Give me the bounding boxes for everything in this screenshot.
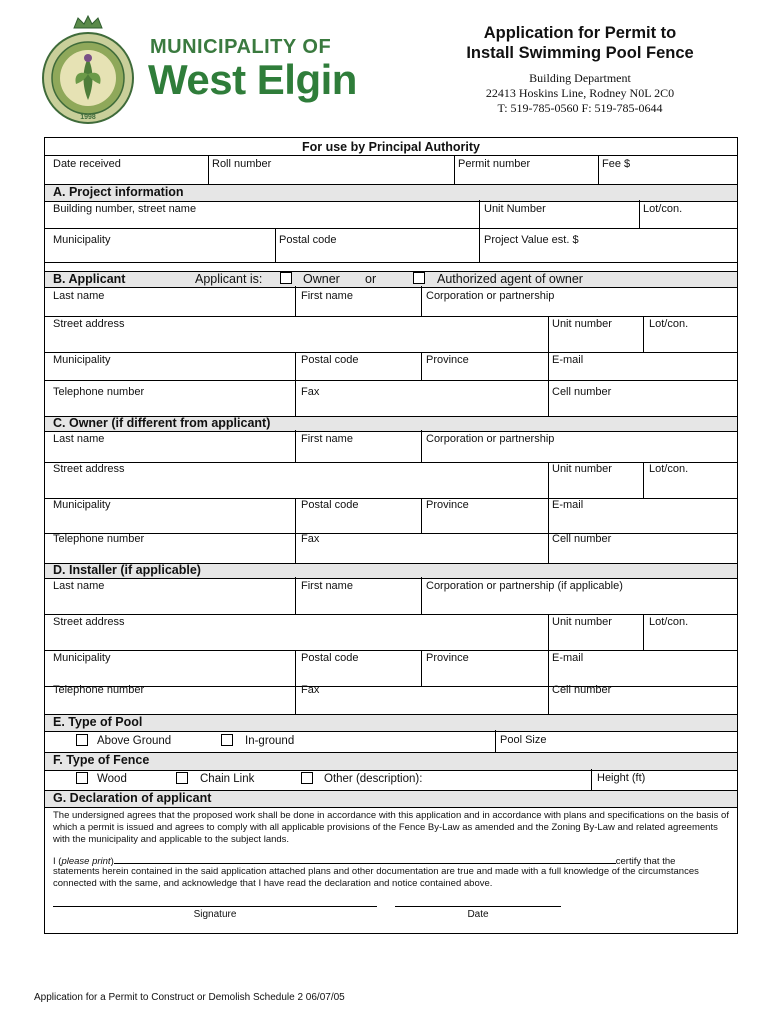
project-value-field[interactable]: Project Value est. $ (484, 234, 579, 246)
owner-lot-field[interactable]: Lot/con. (649, 463, 689, 475)
section-a-header: A. Project information (45, 184, 737, 202)
section-d-header: D. Installer (if applicable) (45, 563, 737, 579)
owner-corp-field[interactable]: Corporation or partnership (426, 433, 555, 445)
project-municipality-field[interactable]: Municipality (53, 234, 111, 246)
installer-street-field[interactable]: Street address (53, 616, 125, 628)
installer-last-name-field[interactable]: Last name (53, 580, 105, 592)
owner-unit-field[interactable]: Unit number (552, 463, 612, 475)
applicant-street-field[interactable]: Street address (53, 318, 125, 330)
applicant-last-name-field[interactable]: Last name (53, 290, 105, 302)
section-f-header: F. Type of Fence (45, 752, 737, 771)
municipality-seal-logo (38, 14, 138, 126)
above-ground-checkbox[interactable] (76, 734, 88, 746)
applicant-is-label: Applicant is: (195, 272, 263, 286)
in-ground-label: In-ground (245, 735, 295, 747)
print-name-input[interactable] (114, 854, 616, 864)
wood-checkbox[interactable] (76, 772, 88, 784)
installer-corp-field[interactable]: Corporation or partnership (if applicable) (426, 580, 623, 592)
owner-municipality-field[interactable]: Municipality (53, 499, 111, 511)
municipality-name: West Elgin (148, 56, 357, 103)
declaration-paragraph: The undersigned agrees that the proposed work shall be done in accordance with this application and in accordance with plans and specifications on the basis of which a permit is issued and agrees to comply with all applicable provisions of the Fence By-Law as amended and the Zoning By-Law and related agreements with the municipality and applicable to the subject lands. (53, 810, 729, 846)
above-ground-label: Above Ground (97, 735, 172, 747)
department-contact: Building Department 22413 Hoskins Line, Rodney N0L 2C0 T: 519-785-0560 F: 519-785-0644 (485, 71, 675, 115)
agent-checkbox[interactable] (413, 272, 425, 284)
applicant-postal-field[interactable]: Postal code (301, 354, 359, 366)
svg-text:1998: 1998 (80, 114, 96, 121)
certify-line: I (please print) certify that the (53, 856, 676, 867)
applicant-email-field[interactable]: E-mail (552, 354, 584, 366)
owner-street-field[interactable]: Street address (53, 463, 125, 475)
installer-telephone-field[interactable]: Telephone number (53, 684, 145, 696)
footer-reference: Application for a Permit to Construct or Demolish Schedule 2 06/07/05 (34, 992, 345, 1003)
signature-label: Signature (193, 909, 237, 920)
applicant-unit-field[interactable]: Unit number (552, 318, 612, 330)
roll-number-field[interactable]: Roll number (212, 158, 272, 170)
owner-last-name-field[interactable]: Last name (53, 433, 105, 445)
wood-label: Wood (97, 773, 127, 785)
installer-lot-field[interactable]: Lot/con. (649, 616, 689, 628)
owner-province-field[interactable]: Province (426, 499, 469, 511)
owner-first-name-field[interactable]: First name (301, 433, 353, 445)
pool-size-field[interactable]: Pool Size (500, 734, 547, 746)
installer-postal-field[interactable]: Postal code (301, 652, 359, 664)
section-g-header: G. Declaration of applicant (45, 790, 737, 808)
applicant-telephone-field[interactable]: Telephone number (53, 386, 145, 398)
fee-field[interactable]: Fee $ (602, 158, 631, 170)
form-title: Application for Permit to Install Swimming Pool Fence (466, 24, 694, 62)
municipality-of-label: MUNICIPALITY OF (150, 36, 332, 58)
installer-municipality-field[interactable]: Municipality (53, 652, 111, 664)
installer-email-field[interactable]: E-mail (552, 652, 584, 664)
applicant-province-field[interactable]: Province (426, 354, 469, 366)
section-c-header: C. Owner (if different from applicant) (45, 416, 737, 432)
permit-form (44, 137, 738, 934)
installer-cell-field[interactable]: Cell number (552, 684, 612, 696)
fence-height-field[interactable]: Height (ft) (597, 772, 646, 784)
project-unit-field[interactable]: Unit Number (484, 203, 546, 215)
section-e-header: E. Type of Pool (45, 714, 737, 732)
section-b-header: B. Applicant (45, 271, 737, 288)
owner-cell-field[interactable]: Cell number (552, 533, 612, 545)
installer-province-field[interactable]: Province (426, 652, 469, 664)
date-label: Date (467, 909, 489, 920)
applicant-corp-field[interactable]: Corporation or partnership (426, 290, 555, 302)
owner-label: Owner (303, 272, 340, 286)
other-fence-checkbox[interactable] (301, 772, 313, 784)
owner-email-field[interactable]: E-mail (552, 499, 584, 511)
building-street-field[interactable]: Building number, street name (53, 203, 197, 215)
installer-first-name-field[interactable]: First name (301, 580, 353, 592)
date-received-field[interactable]: Date received (53, 158, 121, 170)
permit-number-field[interactable]: Permit number (458, 158, 531, 170)
date-line[interactable] (395, 906, 561, 907)
installer-fax-field[interactable]: Fax (301, 684, 320, 696)
signature-line[interactable] (53, 906, 377, 907)
agent-label: Authorized agent of owner (437, 272, 583, 286)
chain-link-label: Chain Link (200, 773, 255, 785)
in-ground-checkbox[interactable] (221, 734, 233, 746)
installer-unit-field[interactable]: Unit number (552, 616, 612, 628)
owner-fax-field[interactable]: Fax (301, 533, 320, 545)
other-fence-description-field[interactable]: Other (description): (324, 773, 423, 785)
applicant-fax-field[interactable]: Fax (301, 386, 320, 398)
project-postal-field[interactable]: Postal code (279, 234, 337, 246)
project-lot-field[interactable]: Lot/con. (643, 203, 683, 215)
chain-link-checkbox[interactable] (176, 772, 188, 784)
owner-telephone-field[interactable]: Telephone number (53, 533, 145, 545)
owner-checkbox[interactable] (280, 272, 292, 284)
applicant-municipality-field[interactable]: Municipality (53, 354, 111, 366)
applicant-lot-field[interactable]: Lot/con. (649, 318, 689, 330)
applicant-first-name-field[interactable]: First name (301, 290, 353, 302)
owner-postal-field[interactable]: Postal code (301, 499, 359, 511)
authority-title: For use by Principal Authority (301, 140, 481, 154)
statement-paragraph: statements herein contained in the said application attached plans and other documentation are true and made with a full knowledge of the circumstances connected with the same, and acknowledge that I have read the declaration and notice contained above. (53, 866, 699, 890)
applicant-cell-field[interactable]: Cell number (552, 386, 612, 398)
or-label: or (365, 272, 377, 286)
